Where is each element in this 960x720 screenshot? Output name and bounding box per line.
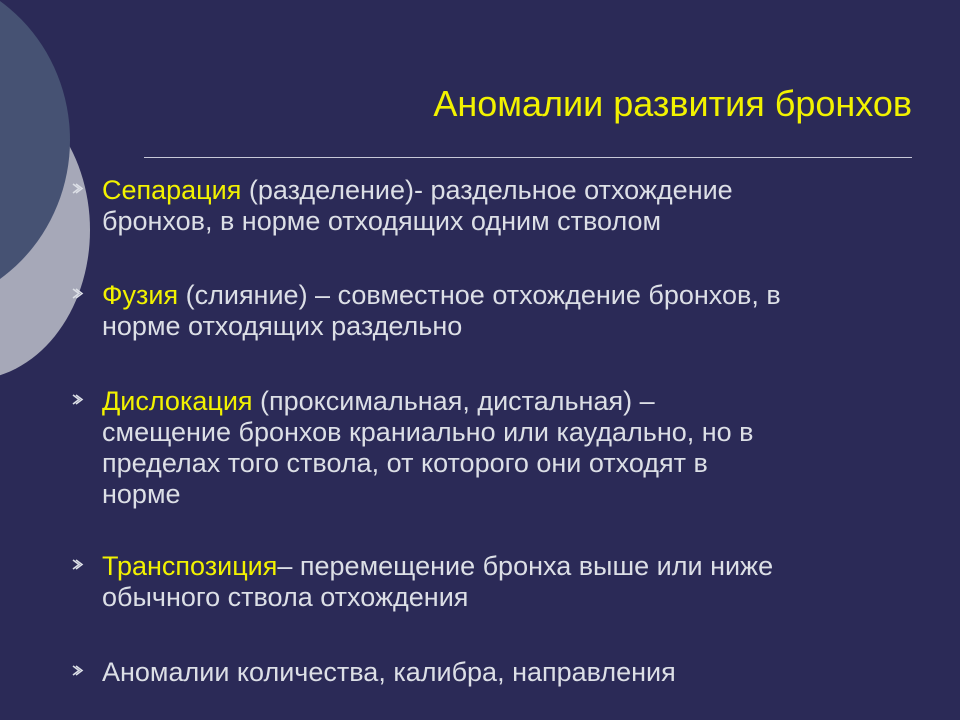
bullet-line: норме отходящих раздельно — [102, 311, 463, 341]
bullet-arrow-icon — [70, 551, 90, 582]
bullet-item-anomalies — [102, 657, 922, 688]
bullet-arrow-icon — [70, 280, 90, 311]
bullet-line: норме — [102, 479, 181, 509]
bullet-text: (слияние) – совместное отхождение бронхов, в — [178, 280, 781, 310]
bullet-arrow-icon — [70, 175, 90, 206]
bullet-term: Фузия — [102, 280, 179, 310]
bullet-line: Аномалии количества, калибра, направления — [102, 657, 676, 687]
bullet-text: – перемещение бронха выше или ниже — [277, 551, 774, 581]
title-divider — [144, 157, 912, 158]
bullet-item-dislocation — [102, 386, 922, 510]
bullet-line — [102, 386, 922, 417]
bullet-line — [102, 551, 922, 582]
bullet-term: Транспозиция — [102, 551, 278, 581]
bullet-line: пределах того ствола, от которого они отходят в — [102, 448, 708, 478]
bullet-item-separation — [102, 175, 922, 237]
bullet-line — [102, 280, 922, 311]
bullet-item-fusion — [102, 280, 922, 342]
bullet-line: обычного ствола отхождения — [102, 582, 469, 612]
bullet-line — [102, 175, 922, 206]
bullet-term: Сепарация — [102, 175, 242, 205]
bullet-line: бронхов, в норме отходящих одним стволом — [102, 206, 662, 236]
bullet-item-transposition — [102, 551, 922, 613]
slide-title: Аномалии развития бронхов — [433, 83, 912, 124]
bullet-text: (разделение)- раздельное отхождение — [241, 175, 733, 205]
bullet-arrow-icon — [70, 657, 90, 688]
bullet-arrow-icon — [70, 386, 90, 417]
bullet-line: смещение бронхов краниально или каудально, но в — [102, 417, 754, 447]
bullet-text: (проксимальная, дистальная) – — [252, 386, 655, 416]
bullet-term: Дислокация — [102, 386, 253, 416]
